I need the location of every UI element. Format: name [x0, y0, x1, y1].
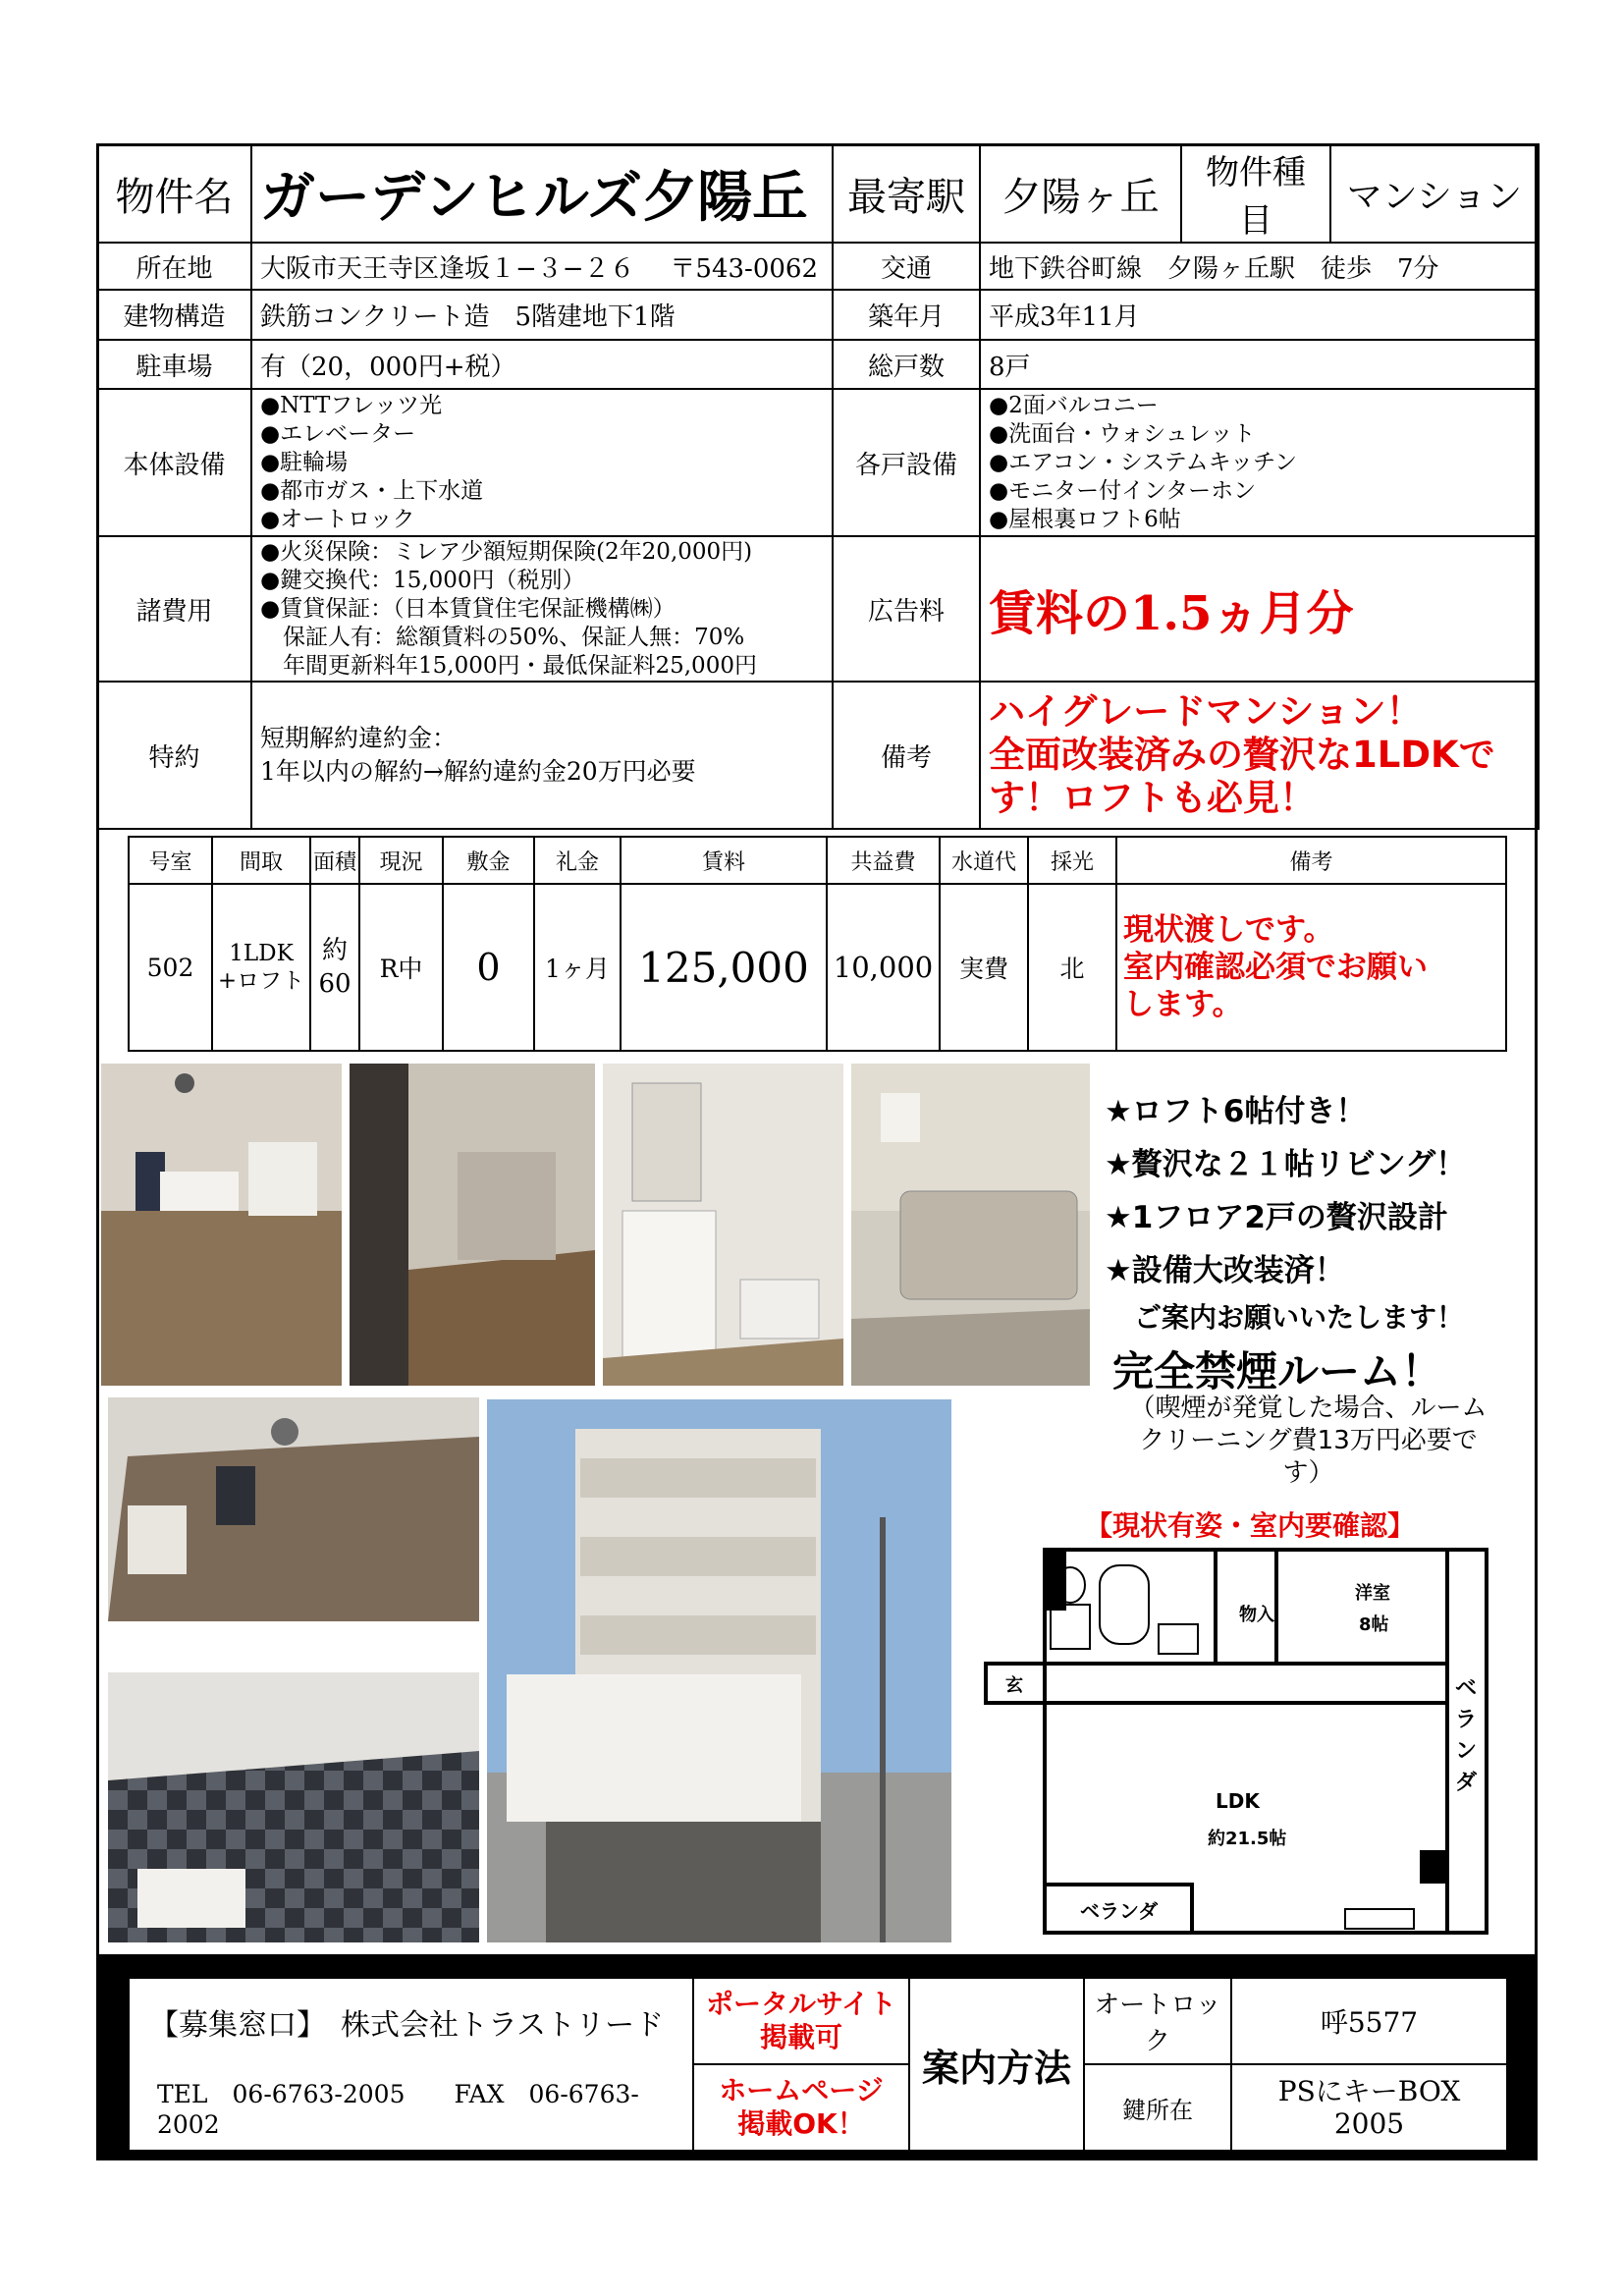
key-location-label: 鍵所在	[1084, 2064, 1231, 2151]
as-is-note: 【現状有姿・室内要確認】	[1085, 1509, 1416, 1542]
special-terms	[251, 682, 833, 829]
plan-room-size: 8帖	[1359, 1614, 1389, 1635]
station-value: 夕陽ヶ丘	[980, 144, 1181, 243]
room-layout	[212, 884, 310, 1051]
photo-loft	[108, 1397, 479, 1621]
remarks-line: します。	[1123, 987, 1243, 1022]
room-water: 実費	[940, 884, 1028, 1051]
plan-ldk: LDK	[1216, 1789, 1260, 1813]
key-line: 2005	[1333, 2107, 1405, 2140]
homepage-line: ホームページ	[719, 2074, 884, 2106]
type-value: マンション	[1330, 144, 1539, 243]
list-item: ●モニター付インターホン	[989, 477, 1257, 504]
structure-value: 鉄筋コンクリート造 5階建地下1階	[251, 290, 833, 340]
room-status: R中	[359, 884, 443, 1051]
list-item: ●洗面台・ウォシュレット	[989, 420, 1256, 447]
built-value: 平成3年11月	[980, 290, 1539, 340]
header-common-fee: 共益費	[827, 837, 940, 884]
parking-label: 駐車場	[97, 340, 251, 389]
ad-fee-label: 広告料	[833, 536, 980, 682]
list-item: ●都市ガス・上下水道	[260, 477, 484, 504]
units-value: 8戸	[980, 340, 1539, 389]
header-remarks: 備考	[1116, 837, 1506, 884]
ad-fee-value: 賃料の1.5ヵ月分	[980, 536, 1539, 682]
list-item: ●火災保険：ミレア少額短期保険(2年20,000円)	[260, 538, 753, 565]
room-deposit: 0	[443, 884, 534, 1051]
list-item: ●鍵交換代：15,000円（税別）	[260, 567, 585, 593]
units-label: 総戸数	[833, 340, 980, 389]
transit-label: 交通	[833, 243, 980, 290]
portal-line: 掲載可	[759, 2021, 842, 2053]
portal-note	[693, 1978, 909, 2064]
header-deposit: 敷金	[443, 837, 534, 884]
plan-ldk-size: 約21.5帖	[1208, 1829, 1287, 1849]
fees-label: 諸費用	[97, 536, 251, 682]
table-row	[129, 884, 1506, 1051]
smoke-note	[1114, 1393, 1502, 1490]
property-name: ガーデンヒルズ夕陽丘	[251, 144, 833, 243]
floor-plan	[962, 1546, 1512, 1939]
remarks-label: 備考	[833, 682, 980, 829]
photo-bathroom	[851, 1064, 1090, 1386]
header-key-money: 礼金	[534, 837, 621, 884]
feature-floor: ★1フロア2戸の贅沢設計	[1105, 1200, 1448, 1235]
remarks-line: 全面改装済みの贅沢な1LDKで	[989, 734, 1495, 776]
area-line: 約	[321, 936, 348, 965]
room-remarks	[1116, 884, 1506, 1051]
parking-value: 有（20，000円+税）	[251, 340, 833, 389]
note-line: す）	[1282, 1458, 1334, 1488]
unit-equip-label: 各戸設備	[833, 389, 980, 536]
list-item: ●エレベーター	[260, 420, 416, 447]
building-equip-list	[251, 389, 833, 536]
address-cell	[251, 243, 833, 290]
note-line: クリーニング費13万円必要で	[1139, 1426, 1478, 1455]
recruit-window: 【募集窓口】 株式会社トラストリード	[129, 1978, 693, 2064]
room-common-fee: 10,000	[827, 884, 940, 1051]
building-equip-label: 本体設備	[97, 389, 251, 536]
room-number: 502	[129, 884, 212, 1051]
area-line: 60	[318, 969, 352, 999]
room-light: 北	[1028, 884, 1116, 1051]
list-item: ●駐輪場	[260, 449, 349, 475]
header-status: 現況	[359, 837, 443, 884]
plan-veranda-side: ベランダ	[1455, 1676, 1478, 1795]
room-rent: 125,000	[621, 884, 827, 1051]
plan-storage: 物入	[1239, 1605, 1274, 1625]
remarks-value	[980, 682, 1539, 829]
feature-living: ★贅沢な２１帖リビング！	[1105, 1147, 1467, 1182]
special-line: 短期解約違約金：	[260, 724, 458, 752]
key-location-value	[1231, 2064, 1507, 2151]
guide-method: 案内方法	[909, 1978, 1084, 2151]
room-key-money: 1ヶ月	[534, 884, 621, 1051]
room-table	[128, 836, 1507, 1052]
header-layout: 間取	[212, 837, 310, 884]
autolock-label: オートロック	[1084, 1978, 1231, 2064]
smoke-free: 完全禁煙ルーム！	[1112, 1347, 1443, 1395]
list-item: ●エアコン・システムキッチン	[989, 449, 1298, 475]
name-label: 物件名	[97, 144, 251, 243]
postal-code: 〒543-0062	[670, 253, 818, 284]
portal-line: ポータルサイト	[705, 1988, 897, 2020]
header-room: 号室	[129, 837, 212, 884]
room-area	[310, 884, 359, 1051]
address-value: 大阪市天王寺区逢坂１−３−２６	[260, 253, 635, 284]
plan-veranda-bottom: ベランダ	[1080, 1899, 1159, 1923]
footer-table	[128, 1977, 1508, 2152]
special-label: 特約	[97, 682, 251, 829]
list-item: ●屋根裏ロフト6帖	[989, 506, 1181, 532]
photo-washroom	[603, 1064, 843, 1386]
photo-hallway	[350, 1064, 595, 1386]
address-label: 所在地	[97, 243, 251, 290]
structure-label: 建物構造	[97, 290, 251, 340]
header-rent: 賃料	[621, 837, 827, 884]
autolock-value: 呼5577	[1231, 1978, 1507, 2064]
header-water: 水道代	[940, 837, 1028, 884]
key-line: PSにキーBOX	[1277, 2075, 1461, 2107]
header-light: 採光	[1028, 837, 1116, 884]
list-item: 年間更新料年15,000円・最低保証料25,000円	[260, 652, 757, 679]
type-label: 物件種目	[1181, 144, 1330, 243]
list-item: ●賃貸保証：（日本賃貸住宅保証機構㈱）	[260, 595, 676, 622]
list-item: ●オートロック	[260, 506, 415, 532]
feature-loft: ★ロフト6帖付き！	[1105, 1094, 1367, 1129]
plan-entrance: 玄	[1005, 1675, 1023, 1696]
photo-building-exterior	[487, 1399, 951, 1942]
header-area: 面積	[310, 837, 359, 884]
remarks-line: 室内確認必須でお願い	[1123, 950, 1428, 985]
homepage-line: 掲載OK！	[737, 2107, 865, 2140]
layout-line: +ロフト	[217, 968, 305, 994]
unit-equip-list	[980, 389, 1539, 536]
layout-line: 1LDK	[229, 941, 294, 966]
remarks-line: す！ロフトも必見！	[989, 777, 1316, 819]
built-label: 築年月	[833, 290, 980, 340]
photo-loft-carpet	[108, 1672, 479, 1942]
guide-request: ご案内お願いいたします！	[1134, 1301, 1465, 1334]
list-item: ●2面バルコニー	[989, 392, 1159, 418]
fees-list	[251, 536, 833, 682]
list-item: ●NTTフレッツ光	[260, 392, 443, 418]
contact-phone: TEL 06-6763-2005 FAX 06-6763-2002	[129, 2064, 693, 2151]
note-line: （喫煙が発覚した場合、ルーム	[1129, 1394, 1488, 1423]
station-label: 最寄駅	[833, 144, 980, 243]
property-info-table	[96, 143, 1540, 830]
photo-living-room	[101, 1064, 342, 1386]
list-item: 保証人有：総額賃料の50%、保証人無：70%	[260, 624, 745, 650]
remarks-line: 現状渡しです。	[1123, 912, 1334, 948]
plan-room: 洋室	[1355, 1583, 1390, 1604]
special-line: 1年以内の解約→解約違約金20万円必要	[260, 757, 696, 786]
homepage-note	[693, 2064, 909, 2151]
feature-renovated: ★設備大改装済！	[1105, 1253, 1345, 1288]
transit-value: 地下鉄谷町線 夕陽ヶ丘駅 徒歩 7分	[980, 243, 1539, 290]
remarks-line: ハイグレードマンション！	[989, 690, 1423, 733]
